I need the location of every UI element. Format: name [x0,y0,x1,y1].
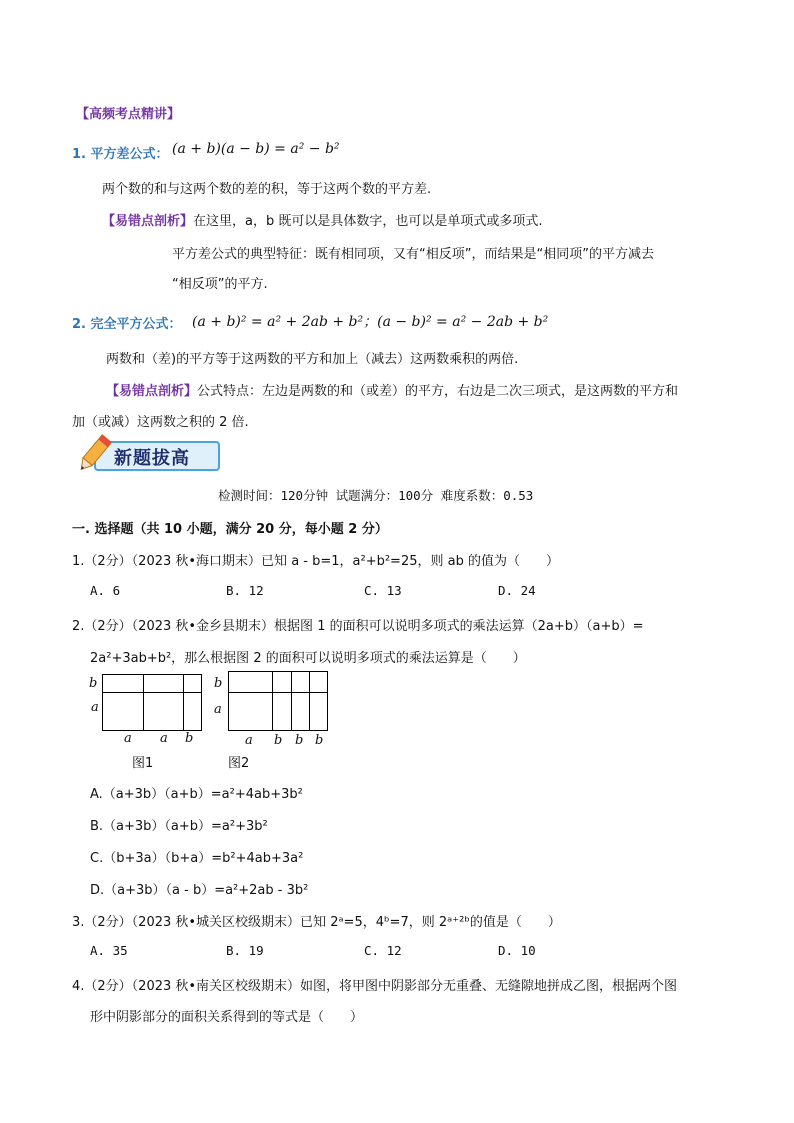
fig2-label-a: a [214,702,222,717]
fig2-bottom-a: a [245,733,253,748]
q3-option-c[interactable]: C. 12 [364,943,402,958]
q3-option-b[interactable]: B. 19 [226,943,264,958]
fig1-label-a: a [91,700,99,715]
fig1-label-b: b [89,676,98,691]
q3-option-a[interactable]: A. 35 [90,943,128,958]
fig2-bottom-b1: b [274,733,283,748]
point1-tag: 【易错点剖析】 [102,214,194,229]
fig1-bottom-b: b [185,731,194,746]
point1-desc: 两个数的和与这两个数的差的积，等于这两个数的平方差. [102,182,432,197]
point1-label: 1. 平方差公式： [72,147,169,162]
point2-desc: 两数和（差)的平方等于这两数的平方和加上（减去）这两数乘积的两倍. [106,352,519,367]
point1-feature-line1: 平方差公式的典型特征：既有相同项，又有“相反项”，而结果是“相同项”的平方减去 [172,247,654,262]
q4-text-line2: 形中阴影部分的面积关系得到的等式是（ ） [90,1010,364,1025]
point2-formula: (a + b)² = a² + 2ab + b²；(a − b)² = a² − 2ab + b² [192,314,549,330]
point1-feature-line2: “相反项”的平方. [172,277,268,292]
banner-title: 新题拔高 [114,448,190,469]
fig1-caption: 图1 [132,756,154,771]
section-banner [74,438,220,472]
q2-option-a[interactable]: A.（a+3b）（a+b）=a²+4ab+3b² [90,787,303,802]
q4-text-line1: 4.（2分）（2023 秋•南关区校级期末）如图，将甲图中阴影部分无重叠、无缝隙地拼成乙图，根据两个图 [72,979,678,994]
section-header: 【高频考点精讲】 [76,107,181,122]
point1-formula: (a + b)(a − b) = a² − b² [172,141,340,157]
q3-text: 3.（2分）（2023 秋•城关区校级期末）已知 2ᵃ=5，4ᵇ=7，则 2ᵃ⁺²ᵇ的值是（ ） [72,915,561,930]
figure-1 [102,674,202,734]
q1-text: 1.（2分）（2023 秋•海口期末）已知 a - b=1，a²+b²=25，则 ab 的值为（ ） [72,554,559,569]
q2-text-line2: 2a²+3ab+b²，那么根据图 2 的面积可以说明多项式的乘法运算是（ ） [90,651,526,666]
q1-option-c[interactable]: C. 13 [364,583,402,598]
point2-label: 2. 完全平方公式： [72,317,182,332]
fig1-bottom-a2: a [160,731,168,746]
fig2-bottom-b2: b [295,733,304,748]
point2-tag-text: 公式特点：左边是两数的和（或差）的平方，右边是二次三项式，是这两数的平方和 [197,384,679,399]
exam-info: 检测时间：120分钟 试题满分：100分 难度系数：0.53 [218,488,534,503]
point1-note [102,210,543,229]
part-title: 一. 选择题（共 10 小题，满分 20 分，每小题 2 分） [72,522,388,537]
point2-tag: 【易错点剖析】 [106,384,198,399]
q1-option-b[interactable]: B. 12 [226,583,264,598]
q2-option-c[interactable]: C.（b+3a）（b+a）=b²+4ab+3a² [90,851,304,866]
q3-option-d[interactable]: D. 10 [498,943,536,958]
point2-note [106,380,678,399]
fig2-caption: 图2 [228,756,250,771]
fig1-bottom-a1: a [124,731,132,746]
q1-option-a[interactable]: A. 6 [90,583,121,598]
point1-tag-text: 在这里，a，b 既可以是具体数字，也可以是单项式或多项式. [193,214,543,229]
pencil-icon [74,432,114,476]
fig2-label-b: b [214,676,223,691]
q2-option-b[interactable]: B.（a+3b）（a+b）=a²+3b² [90,819,268,834]
fig2-bottom-b3: b [315,733,324,748]
q2-text-line1: 2.（2分）（2023 秋•金乡县期末）根据图 1 的面积可以说明多项式的乘法运算（2a+b）（a+b）= [72,619,644,634]
point2-tag-text2: 加（或减）这两数之积的 2 倍. [72,415,249,430]
q2-option-d[interactable]: D.（a+3b）（a - b）=a²+2ab - 3b² [90,883,309,898]
figure-2 [228,671,328,733]
q1-option-d[interactable]: D. 24 [498,583,536,598]
